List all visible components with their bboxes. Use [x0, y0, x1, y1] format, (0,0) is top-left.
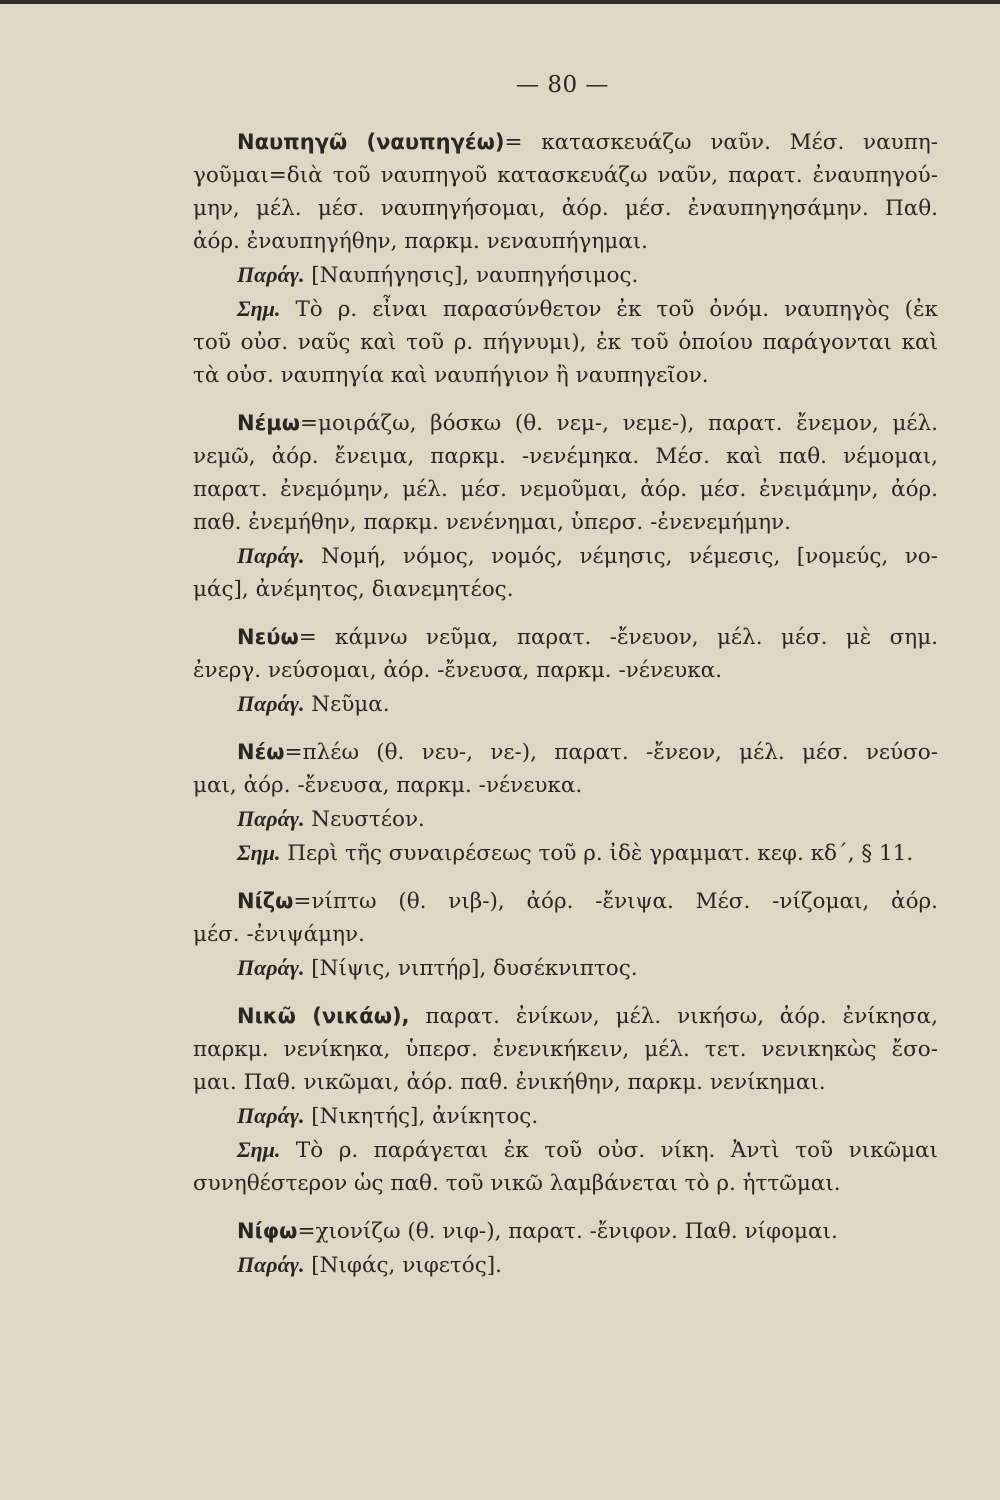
- line-text: = κάμνω νεῦμα, παρατ. -ἔνευον, μέλ. μέσ. μὲ σημ.: [298, 625, 938, 650]
- section-label: Σημ.: [237, 296, 281, 321]
- entry-line: [193, 258, 938, 292]
- line-text: [Νιφάς, νιφετός].: [304, 1253, 502, 1278]
- section-label: Παράγ.: [237, 1252, 305, 1277]
- section-label: Παράγ.: [237, 806, 305, 831]
- line-text: Νομή, νόμος, νομός, νέμησις, νέμεσις, [νομεύς, νο-: [304, 544, 938, 569]
- entry-line: [193, 1000, 938, 1033]
- line-text: [Νίψις, νιπτήρ], δυσέκνιπτος.: [304, 956, 638, 981]
- entry-headword: Νέμω: [237, 411, 300, 435]
- line-text: ἀόρ. ἐναυπηγήθην, παρκμ. νεναυπήγημαι.: [193, 229, 649, 254]
- entry-line: [193, 951, 938, 985]
- line-text: παρατ. ἐνεμόμην, μέλ. μέσ. νεμοῦμαι, ἀόρ. μέσ. ἐνειμάμην, ἀόρ.: [193, 477, 938, 502]
- line-text: μην, μέλ. μέσ. ναυπηγήσομαι, ἀόρ. μέσ. ἐναυπηγησάμην. Παθ.: [193, 196, 938, 221]
- section-label: Σημ.: [237, 1137, 281, 1162]
- line-text: [Νικητής], ἀνίκητος.: [304, 1104, 539, 1129]
- line-text: =χιονίζω (θ. νιφ-), παρατ. -ἔνιφον. Παθ. νίφομαι.: [297, 1219, 838, 1244]
- dictionary-entry: [193, 885, 938, 985]
- entry-line: [193, 769, 938, 802]
- dictionary-content: [193, 126, 938, 1297]
- entry-line: [193, 126, 938, 159]
- entry-line: [193, 573, 938, 606]
- line-text: μαι, ἀόρ. -ἔνευσα, παρκμ. -νένευκα.: [193, 773, 583, 798]
- entry-line: [193, 736, 938, 769]
- line-text: ἐνεργ. νεύσομαι, ἀόρ. -ἔνευσα, παρκμ. -νένευκα.: [193, 658, 723, 683]
- entry-line: [193, 918, 938, 951]
- entry-line: [193, 1215, 938, 1248]
- entry-line: [193, 473, 938, 506]
- entry-line: [193, 654, 938, 687]
- entry-line: [193, 225, 938, 258]
- entry-headword: Νεύω: [237, 625, 299, 649]
- line-text: γοῦμαι=διὰ τοῦ ναυπηγοῦ κατασκευάζω ναῦν, παρατ. ἐναυπηγού-: [193, 163, 938, 188]
- line-text: Νευστέον.: [304, 807, 425, 832]
- entry-line: [193, 802, 938, 836]
- entry-line: [193, 1066, 938, 1099]
- section-label: Παράγ.: [237, 262, 305, 287]
- entry-line: [193, 506, 938, 539]
- entry-line: [193, 359, 938, 392]
- entry-line: [193, 1133, 938, 1167]
- dictionary-entry: [193, 407, 938, 606]
- line-text: παθ. ἐνεμήθην, παρκμ. νενένημαι, ὑπερσ. -ἐνενεμήμην.: [193, 510, 791, 535]
- entry-headword: Νέω: [237, 740, 285, 764]
- line-text: τοῦ οὐσ. ναῦς καὶ τοῦ ρ. πήγνυμι), ἐκ τοῦ ὁποίου παράγονται καὶ: [193, 330, 938, 355]
- scan-top-edge: [0, 0, 1000, 4]
- line-text: μαι. Παθ. νικῶμαι, ἀόρ. παθ. ἐνικήθην, παρκμ. νενίκημαι.: [193, 1070, 826, 1095]
- line-text: νεμῶ, ἀόρ. ἔνειμα, παρκμ. -νενέμηκα. Μέσ. καὶ παθ. νέμομαι,: [193, 444, 938, 469]
- line-text: = κατασκευάζω ναῦν. Μέσ. ναυπη-: [504, 130, 938, 155]
- line-text: Τὸ ρ. εἶναι παρασύνθετον ἐκ τοῦ ὀνόμ. ναυπηγὸς (ἐκ: [280, 297, 938, 322]
- line-text: μάς], ἀνέμητος, διανεμητέος.: [193, 577, 514, 602]
- entry-line: [193, 192, 938, 225]
- entry-line: [193, 1099, 938, 1133]
- entry-headword: Νίφω: [237, 1219, 298, 1243]
- line-text: =μοιράζω, βόσκω (θ. νεμ-, νεμε-), παρατ. ἔνεμον, μέλ.: [299, 411, 938, 436]
- line-text: Περὶ τῆς συναιρέσεως τοῦ ρ. ἰδὲ γραμματ. κεφ. κδ΄, § 11.: [280, 841, 914, 866]
- entry-line: [193, 292, 938, 326]
- entry-headword: Νικῶ (νικάω),: [237, 1004, 410, 1028]
- entry-line: [193, 440, 938, 473]
- line-text: Τὸ ρ. παράγεται ἐκ τοῦ οὐσ. νίκη. Ἀντὶ τοῦ νικῶμαι: [280, 1138, 938, 1163]
- entry-line: [193, 1167, 938, 1200]
- line-text: παρατ. ἐνίκων, μέλ. νικήσω, ἀόρ. ἐνίκησα,: [409, 1004, 938, 1029]
- section-label: Παράγ.: [237, 1103, 305, 1128]
- dictionary-entry: [193, 621, 938, 721]
- line-text: Νεῦμα.: [304, 692, 390, 717]
- entry-line: [193, 1248, 938, 1282]
- entry-line: [193, 836, 938, 870]
- entry-line: [193, 539, 938, 573]
- line-text: συνηθέστερον ὡς παθ. τοῦ νικῶ λαμβάνεται τὸ ρ. ἡττῶμαι.: [193, 1171, 841, 1196]
- entry-line: [193, 687, 938, 721]
- entry-line: [193, 1033, 938, 1066]
- entry-headword: Ναυπηγῶ (ναυπηγέω): [237, 130, 505, 154]
- section-label: Σημ.: [237, 840, 281, 865]
- line-text: =νίπτω (θ. νιβ-), ἀόρ. -ἔνιψα. Μέσ. -νίζομαι, ἀόρ.: [293, 889, 938, 914]
- entry-line: [193, 159, 938, 192]
- line-text: μέσ. -ἐνιψάμην.: [193, 922, 365, 947]
- line-text: [Ναυπήγησις], ναυπηγήσιμος.: [304, 263, 639, 288]
- section-label: Παράγ.: [237, 955, 305, 980]
- dictionary-entry: [193, 736, 938, 870]
- entry-line: [193, 885, 938, 918]
- dictionary-entry: [193, 1215, 938, 1282]
- page-number: — 80 —: [516, 72, 609, 98]
- dictionary-entry: [193, 126, 938, 392]
- entry-line: [193, 326, 938, 359]
- line-text: τὰ οὐσ. ναυπηγία καὶ ναυπήγιον ἢ ναυπηγεῖον.: [193, 363, 709, 388]
- section-label: Παράγ.: [237, 543, 305, 568]
- dictionary-entry: [193, 1000, 938, 1200]
- section-label: Παράγ.: [237, 691, 305, 716]
- entry-line: [193, 407, 938, 440]
- line-text: =πλέω (θ. νευ-, νε-), παρατ. -ἔνεον, μέλ. μέσ. νεύσο-: [284, 740, 938, 765]
- line-text: παρκμ. νενίκηκα, ὑπερσ. ἐνενικήκειν, μέλ. τετ. νενικηκὼς ἔσο-: [193, 1037, 938, 1062]
- entry-line: [193, 621, 938, 654]
- entry-headword: Νίζω: [237, 889, 294, 913]
